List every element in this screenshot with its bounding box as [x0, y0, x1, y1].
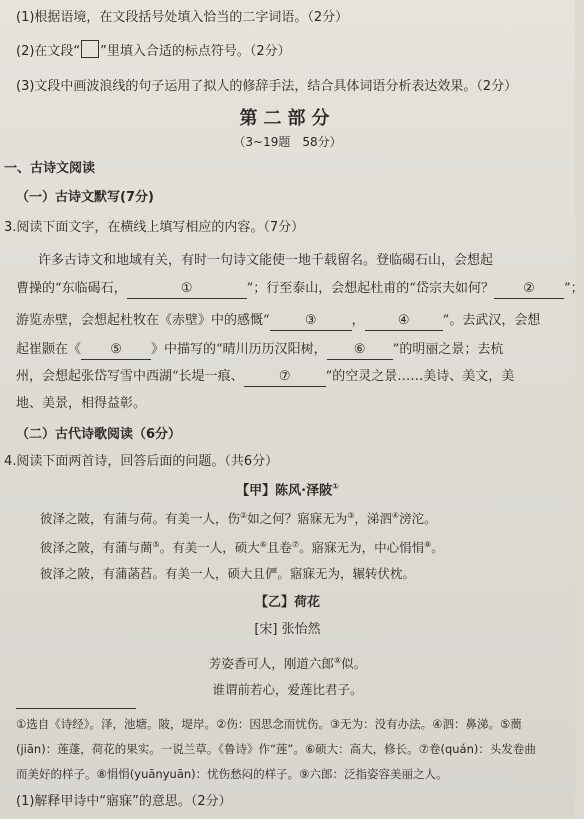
para-text: ”；: [563, 281, 584, 296]
q2-item2: [16, 40, 575, 61]
para-text: ”；行至泰山，会想起杜甫的“岱宗夫如何？: [246, 281, 494, 296]
poem-text: 彼泽之陂，有蒲与荷。有美一人，伤: [40, 511, 241, 527]
part-title: 第二部分: [239, 108, 336, 129]
para-line-5: [16, 368, 575, 387]
para-text: ”。去武汉，会想: [442, 313, 541, 328]
poem-a-stanza-1: [40, 507, 575, 528]
poem-text: 滂沱。: [399, 511, 437, 527]
poem-a-stanza-3: 彼泽之陂，有蒲菡萏。有美一人，硕大且俨。寤寐无为，辗转伏枕。: [40, 566, 416, 581]
question-3-stem: 3.阅读下面文字，在横线上填写相应的内容。（7分）: [4, 220, 305, 235]
answer-box: [81, 40, 99, 58]
para-text: 州，会想起张岱写雪中西湖“长堤一痕、: [16, 369, 244, 384]
para-text: 游览赤壁，会想起杜牧在《赤壁》中的感慨“: [16, 313, 270, 328]
para-text: ，: [351, 313, 365, 328]
para-line-1: 许多古诗文和地域有关，有时一句诗文能使一地千载留名。登临碣石山，会想起: [38, 253, 494, 268]
q2-item1: (1)根据语境，在文段括号处填入恰当的二字词语。（2分）: [16, 10, 349, 25]
poem-text: ，涕泗: [354, 511, 392, 527]
para-line-4: [16, 341, 575, 360]
poem-a-stanza-2: [40, 536, 575, 557]
poem-text: 似。: [341, 656, 367, 672]
question-4-stem: 4.阅读下面两首诗，回答后面的问题。（共6分）: [4, 454, 279, 469]
poem-text: 。有美一人，硕大: [159, 540, 260, 556]
subsection-heading-1: （一）古诗文默写(7分): [16, 190, 154, 205]
footnote-mark: ⑨: [333, 656, 342, 665]
footnote-line-2: (jiān)：莲蓬，荷花的果实。一说兰草。《鲁诗》作“莲”。⑥硕大：高大，修长。⑦卷(quán)：头发卷曲: [16, 742, 536, 756]
footnote-mark: ⑧: [424, 540, 432, 549]
poem-b-line-1: [0, 652, 575, 673]
footnote-mark: ①: [332, 482, 339, 491]
para-text: ”的空灵之景……美诗、美文，美: [325, 369, 515, 384]
para-text: 起崔颢在《: [16, 342, 82, 357]
poem-text: 芳姿香可人，刚道六郎: [208, 656, 334, 672]
poem-text: 且卷: [266, 540, 292, 556]
blank-3: ③: [270, 312, 352, 331]
q2-item2-post: ”里填入合适的标点符号。（2分）: [100, 44, 291, 59]
para-text: ”的明丽之景；去杭: [392, 342, 504, 357]
poem-a-title: [0, 478, 575, 500]
q2-item3: (3)文段中画波浪线的句子运用了拟人的修辞手法，结合具体词语分析表达效果。（2分）: [16, 79, 518, 94]
poem-b-author-name: 张怡然: [281, 622, 321, 637]
poem-a-title-text: 【甲】陈风·泽陂: [236, 483, 333, 499]
poem-question-1: (1)解释甲诗中“寤寐”的意思。（2分）: [16, 794, 232, 809]
subsection-heading-2: （二）古代诗歌阅读（6分）: [16, 427, 182, 442]
para-line-2: [16, 280, 584, 299]
poem-b-line-2: 谁谓前若心，爱莲比君子。: [212, 682, 363, 697]
footnote-mark: ④: [391, 511, 400, 520]
para-line-3: [16, 312, 575, 331]
blank-2: ②: [494, 280, 564, 299]
para-text: 曹操的“东临碣石，: [16, 281, 127, 296]
part-subtitle: （3~19题 58分）: [233, 135, 342, 149]
para-line-6: 地、美景，相得益彰。: [16, 396, 147, 411]
poem-text: 彼泽之陂，有蒲与蕳: [40, 540, 153, 556]
poem-text: 。寤寐无为，中心悁悁: [299, 540, 425, 556]
para-text: 》中描写的“晴川历历汉阳树，: [151, 342, 327, 357]
blank-7: ⑦: [244, 368, 326, 387]
q2-item2-pre: (2)在文段“: [16, 44, 81, 59]
poem-text: 。: [431, 540, 444, 556]
footnote-mark: ⑥: [259, 540, 267, 549]
footnote-mark: ⑤: [152, 540, 160, 549]
footnote-line-1: ①选自《诗经》。泽，池塘。陂，堤岸。②伤：因思念而忧伤。③无为：没有办法。④泗：鼻涕。⑤蕳: [16, 717, 522, 731]
footnote-mark: ②: [240, 511, 248, 520]
footnote-mark: ③: [347, 511, 355, 520]
poem-b-author: [0, 621, 575, 639]
blank-6: ⑥: [327, 341, 393, 360]
poem-b-dynasty: [宋]: [254, 622, 278, 637]
blank-4: ④: [365, 312, 443, 331]
footnote-line-3: 而美好的样子。⑧悁悁(yuānyuān)：忧伤愁闷的样子。⑨六郎：泛指姿容美丽之人。: [16, 767, 448, 781]
blank-1: ①: [127, 280, 247, 299]
poem-text: 如之何？寤寐无为: [247, 511, 348, 527]
blank-5: ⑤: [81, 341, 151, 360]
section-heading: 一、古诗文阅读: [4, 161, 96, 176]
poem-b-title: 【乙】荷花: [254, 595, 320, 610]
footnote-divider: [16, 708, 136, 709]
footnote-mark: ⑦: [291, 540, 300, 549]
